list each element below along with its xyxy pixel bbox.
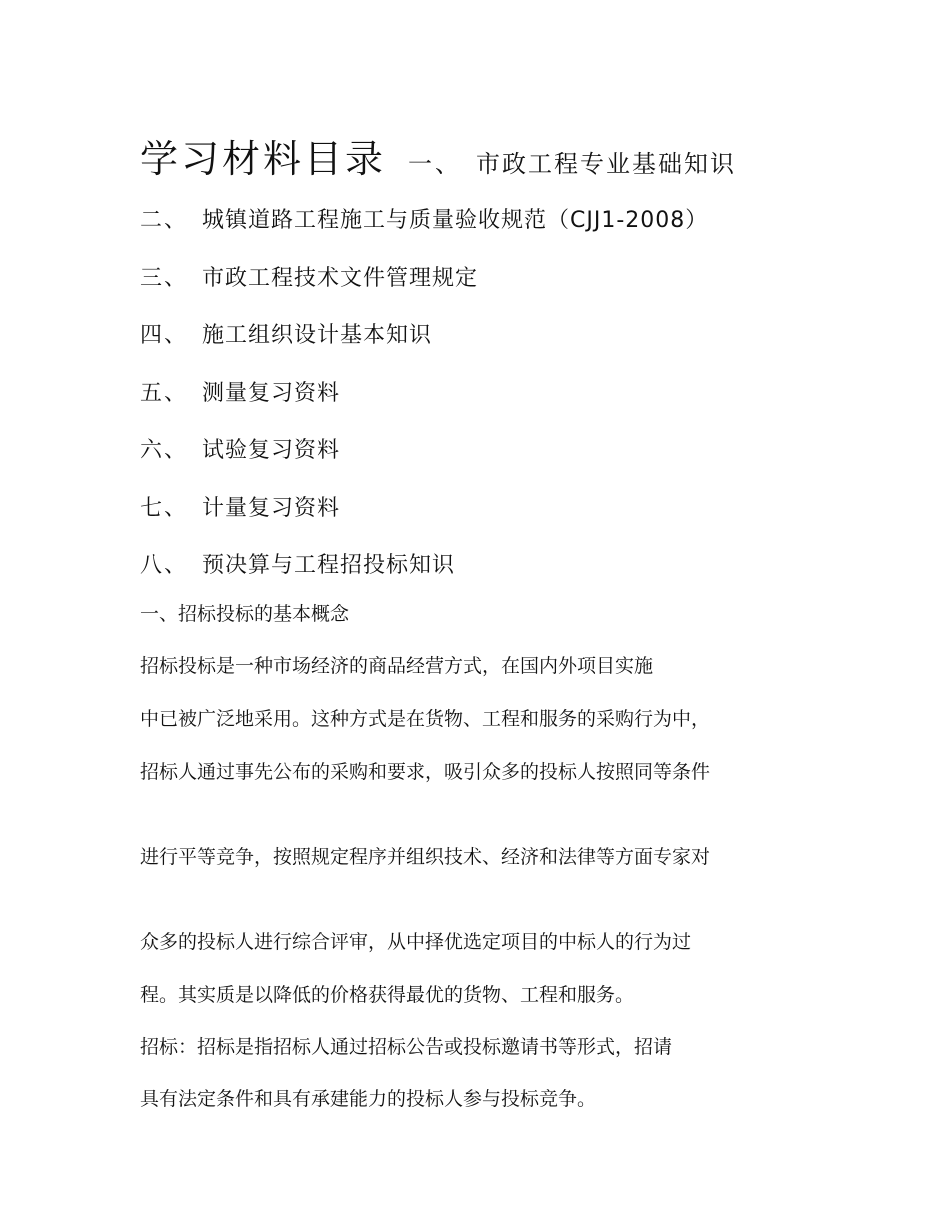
toc-item (140, 491, 340, 522)
toc-item-text: 测量复习资料 (202, 381, 341, 406)
toc-item (140, 376, 340, 407)
toc-item-text: 市政工程专业基础知识 (476, 150, 737, 178)
paragraph-line: 招标：招标是指招标人通过招标公告或投标邀请书等形式，招请 (140, 1036, 673, 1058)
paragraph-line: 具有法定条件和具有承建能力的投标人参与投标竞争。 (140, 1088, 597, 1110)
toc-item-number: 一、 (408, 150, 463, 178)
toc-item-number: 六、 (140, 438, 189, 463)
toc-item (140, 261, 478, 292)
toc-item-text: 预决算与工程招投标知识 (202, 553, 456, 578)
document-title: 学习材料目录 (140, 137, 387, 181)
toc-item-number: 五、 (140, 381, 189, 406)
toc-item-number: 四、 (140, 323, 189, 348)
toc-item-text: 试验复习资料 (202, 438, 341, 463)
paragraph-line: 招标投标是一种市场经济的商品经营方式，在国内外项目实施 (140, 655, 654, 677)
paragraph-line: 招标人通过事先公布的采购和要求，吸引众多的投标人按照同等条件 (140, 761, 711, 783)
paragraph-line: 程。其实质是以降低的价格获得最优的货物、工程和服务。 (140, 984, 635, 1006)
toc-item-number: 二、 (140, 208, 189, 233)
paragraph-line: 中已被广泛地采用。这种方式是在货物、工程和服务的采购行为中， (140, 708, 711, 730)
section-heading: 一、招标投标的基本概念 (140, 603, 350, 625)
toc-item (140, 203, 708, 234)
toc-item (140, 548, 455, 579)
toc-item-number: 八、 (140, 553, 189, 578)
toc-item-text: 市政工程技术文件管理规定 (202, 266, 479, 291)
toc-item-number: 三、 (140, 266, 189, 291)
document-title-row (140, 128, 736, 183)
paragraph-line: 进行平等竞争，按照规定程序并组织技术、经济和法律等方面专家对 (140, 846, 711, 868)
paragraph-line: 众多的投标人进行综合评审，从中择优选定项目的中标人的行为过 (140, 931, 692, 953)
toc-item-text: 施工组织设计基本知识 (202, 323, 433, 348)
toc-item-text: 计量复习资料 (202, 496, 341, 521)
toc-item (140, 318, 432, 349)
toc-item (140, 433, 340, 464)
toc-item-text: 城镇道路工程施工与质量验收规范（CJJ1-2008） (202, 208, 709, 233)
toc-item-number: 七、 (140, 496, 189, 521)
